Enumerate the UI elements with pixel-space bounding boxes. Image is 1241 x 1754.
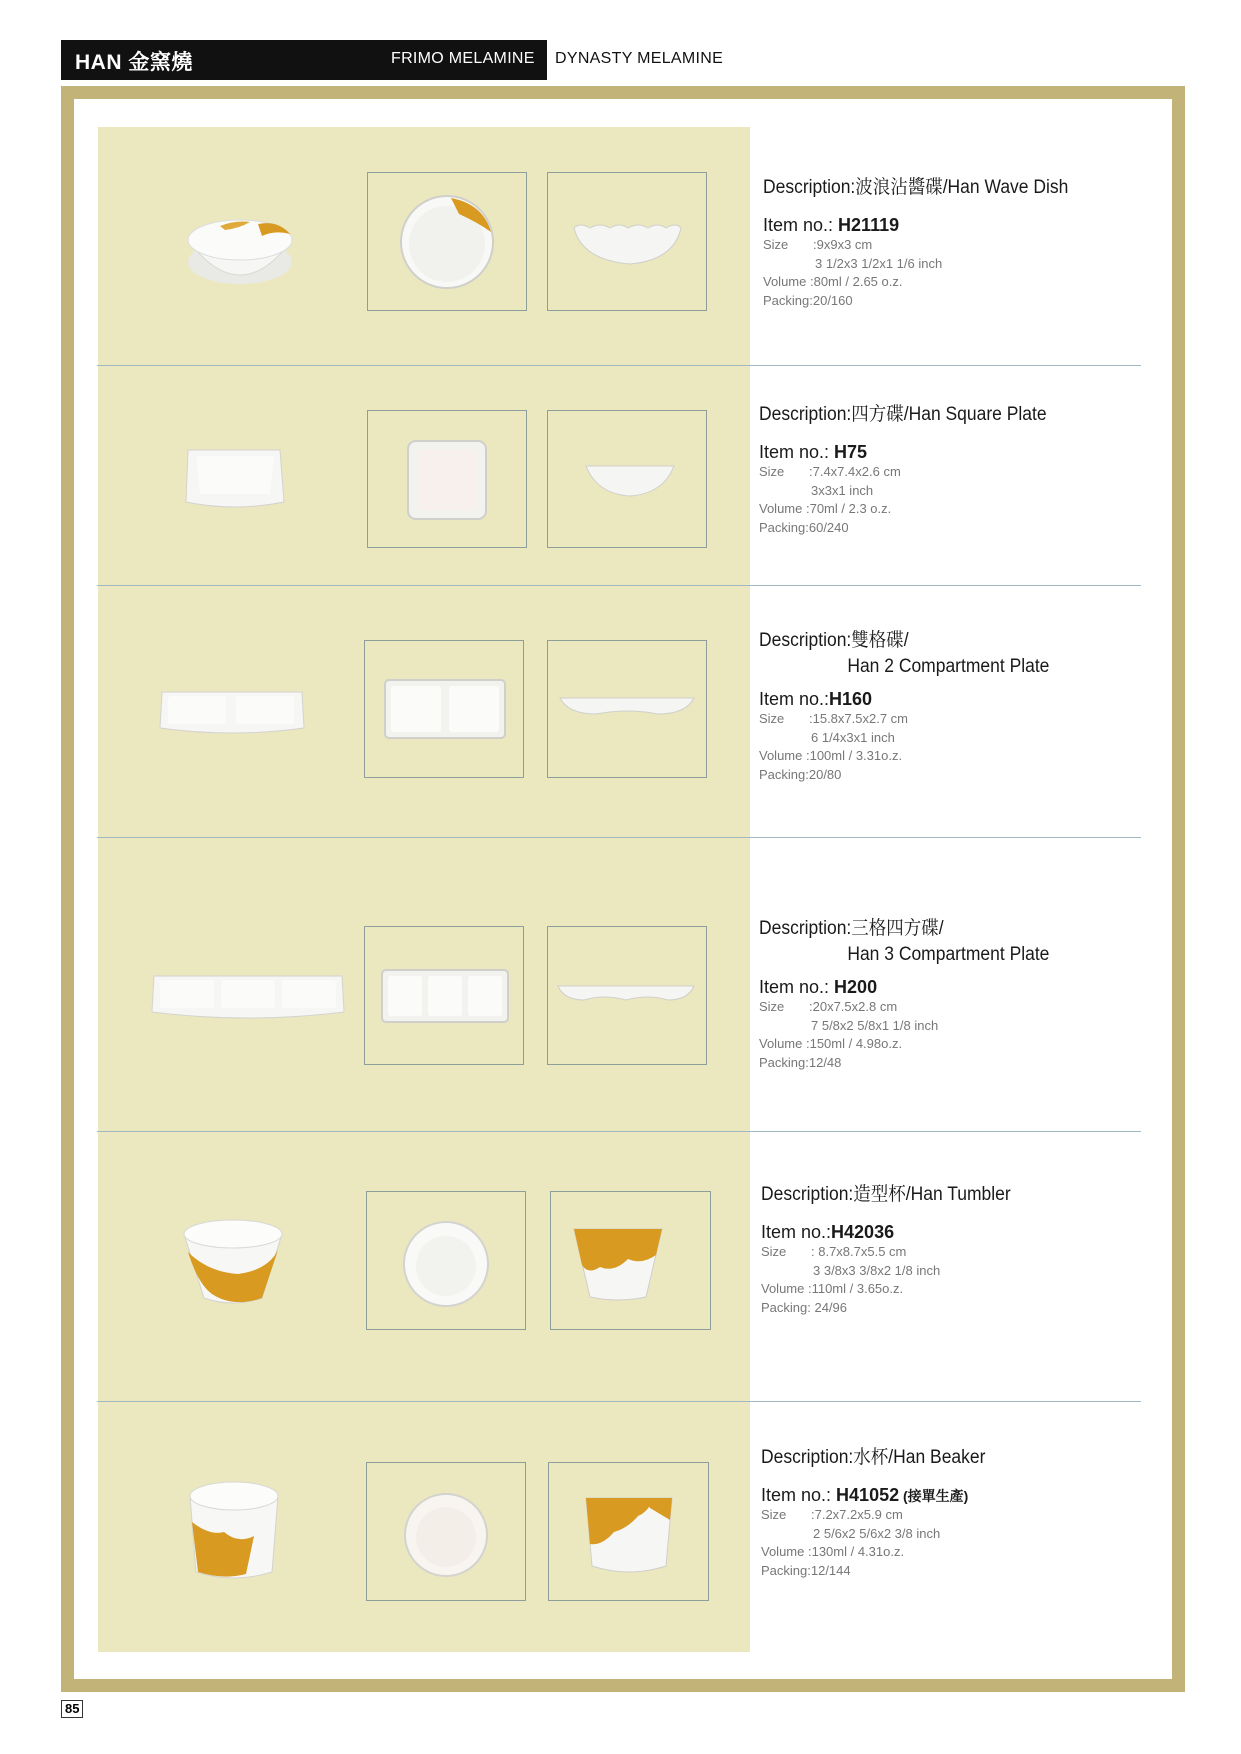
beaker-photo (184, 1476, 284, 1586)
wave-dish-photo (180, 200, 300, 290)
volume: Volume :80ml / 2.65 o.z. (763, 274, 903, 289)
tumbler-side-view (572, 1225, 664, 1303)
size-inch: 3x3x1 inch (811, 482, 874, 498)
packing: Packing:60/240 (759, 519, 849, 535)
row-divider (97, 585, 1141, 586)
row-divider (97, 837, 1141, 838)
tumbler-photo (178, 1212, 288, 1312)
product-description (759, 916, 1075, 1072)
packing: Packing:12/48 (759, 1054, 842, 1070)
three-compartment-side-view (556, 982, 696, 1006)
description-line: Description:四方碟/Han Square Plate (759, 404, 1047, 425)
description-line-2: Han 2 Compartment Plate (847, 656, 1050, 677)
volume: Volume :100ml / 3.31o.z. (759, 748, 903, 763)
packing: Packing: 24/96 (761, 1299, 848, 1315)
size-inch: 2 5/6x2 5/6x2 3/8 inch (813, 1525, 941, 1541)
tumbler-top-view (402, 1220, 490, 1308)
packing: Packing:20/80 (759, 766, 842, 782)
wave-dish-top-view (395, 192, 499, 292)
tab-dynasty-melamine[interactable]: DYNASTY MELAMINE (555, 50, 724, 67)
three-compartment-top-view (380, 968, 510, 1024)
row-divider (97, 1401, 1141, 1402)
volume: Volume :110ml / 3.65o.z. (761, 1281, 904, 1296)
three-compartment-plate-photo (150, 968, 346, 1026)
packing: Packing:12/144 (761, 1562, 851, 1578)
square-plate-side-view (583, 460, 677, 500)
page-number: 85 (61, 1700, 83, 1718)
item-number: Item no.:H160 (759, 689, 873, 709)
item-number: Item no.:H42036 (761, 1222, 895, 1242)
size-cm: Size :20x7.5x2.8 cm (759, 999, 898, 1014)
two-compartment-top-view (383, 678, 507, 740)
product-description (763, 175, 1095, 310)
item-number: Item no.: H75 (759, 442, 868, 462)
description-line-2: Han 3 Compartment Plate (847, 944, 1050, 965)
description-line: Description:雙格碟/ (759, 630, 909, 651)
item-number: Item no.: H200 (759, 977, 878, 997)
beaker-top-view (403, 1492, 489, 1578)
product-description (761, 1445, 1005, 1580)
square-plate-photo (180, 440, 290, 516)
square-plate-top-view (405, 438, 489, 522)
tab-frimo-melamine[interactable]: FRIMO MELAMINE (391, 50, 535, 67)
product-image-panel (98, 127, 750, 1652)
item-number: Item no.: H41052 (接單生產) (761, 1485, 969, 1505)
size-cm: Size :7.2x7.2x5.9 cm (761, 1507, 903, 1522)
description-line: Description:三格四方碟/ (759, 918, 944, 939)
size-inch: 3 1/2x3 1/2x1 1/6 inch (815, 255, 943, 271)
volume: Volume :150ml / 4.98o.z. (759, 1036, 903, 1051)
description-line: Description:造型杯/Han Tumbler (761, 1184, 1011, 1205)
two-compartment-plate-photo (158, 684, 306, 740)
wave-dish-side-view (570, 220, 685, 268)
row-divider (97, 1131, 1141, 1132)
brand-title: HAN 金窯燒 (75, 51, 193, 74)
catalog-header (61, 40, 547, 80)
item-number: Item no.: H21119 (763, 215, 900, 235)
description-line: Description:波浪沾醬碟/Han Wave Dish (763, 177, 1069, 198)
size-inch: 6 1/4x3x1 inch (811, 729, 895, 745)
two-compartment-side-view (558, 694, 696, 720)
description-line: Description:水杯/Han Beaker (761, 1447, 986, 1468)
volume: Volume :70ml / 2.3 o.z. (759, 501, 892, 516)
size-inch: 3 3/8x3 3/8x2 1/8 inch (813, 1262, 941, 1278)
size-cm: Size :7.4x7.4x2.6 cm (759, 464, 901, 479)
size-cm: Size : 8.7x8.7x5.5 cm (761, 1244, 907, 1259)
volume: Volume :130ml / 4.31o.z. (761, 1544, 905, 1559)
size-inch: 7 5/8x2 5/8x1 1/8 inch (811, 1017, 939, 1033)
size-cm: Size :15.8x7.5x2.7 cm (759, 711, 908, 726)
size-cm: Size :9x9x3 cm (763, 237, 873, 252)
product-description (761, 1182, 1032, 1317)
product-description (759, 402, 1072, 537)
packing: Packing:20/160 (763, 292, 853, 308)
row-divider (97, 365, 1141, 366)
beaker-side-view (584, 1494, 674, 1578)
product-description (759, 628, 1075, 784)
